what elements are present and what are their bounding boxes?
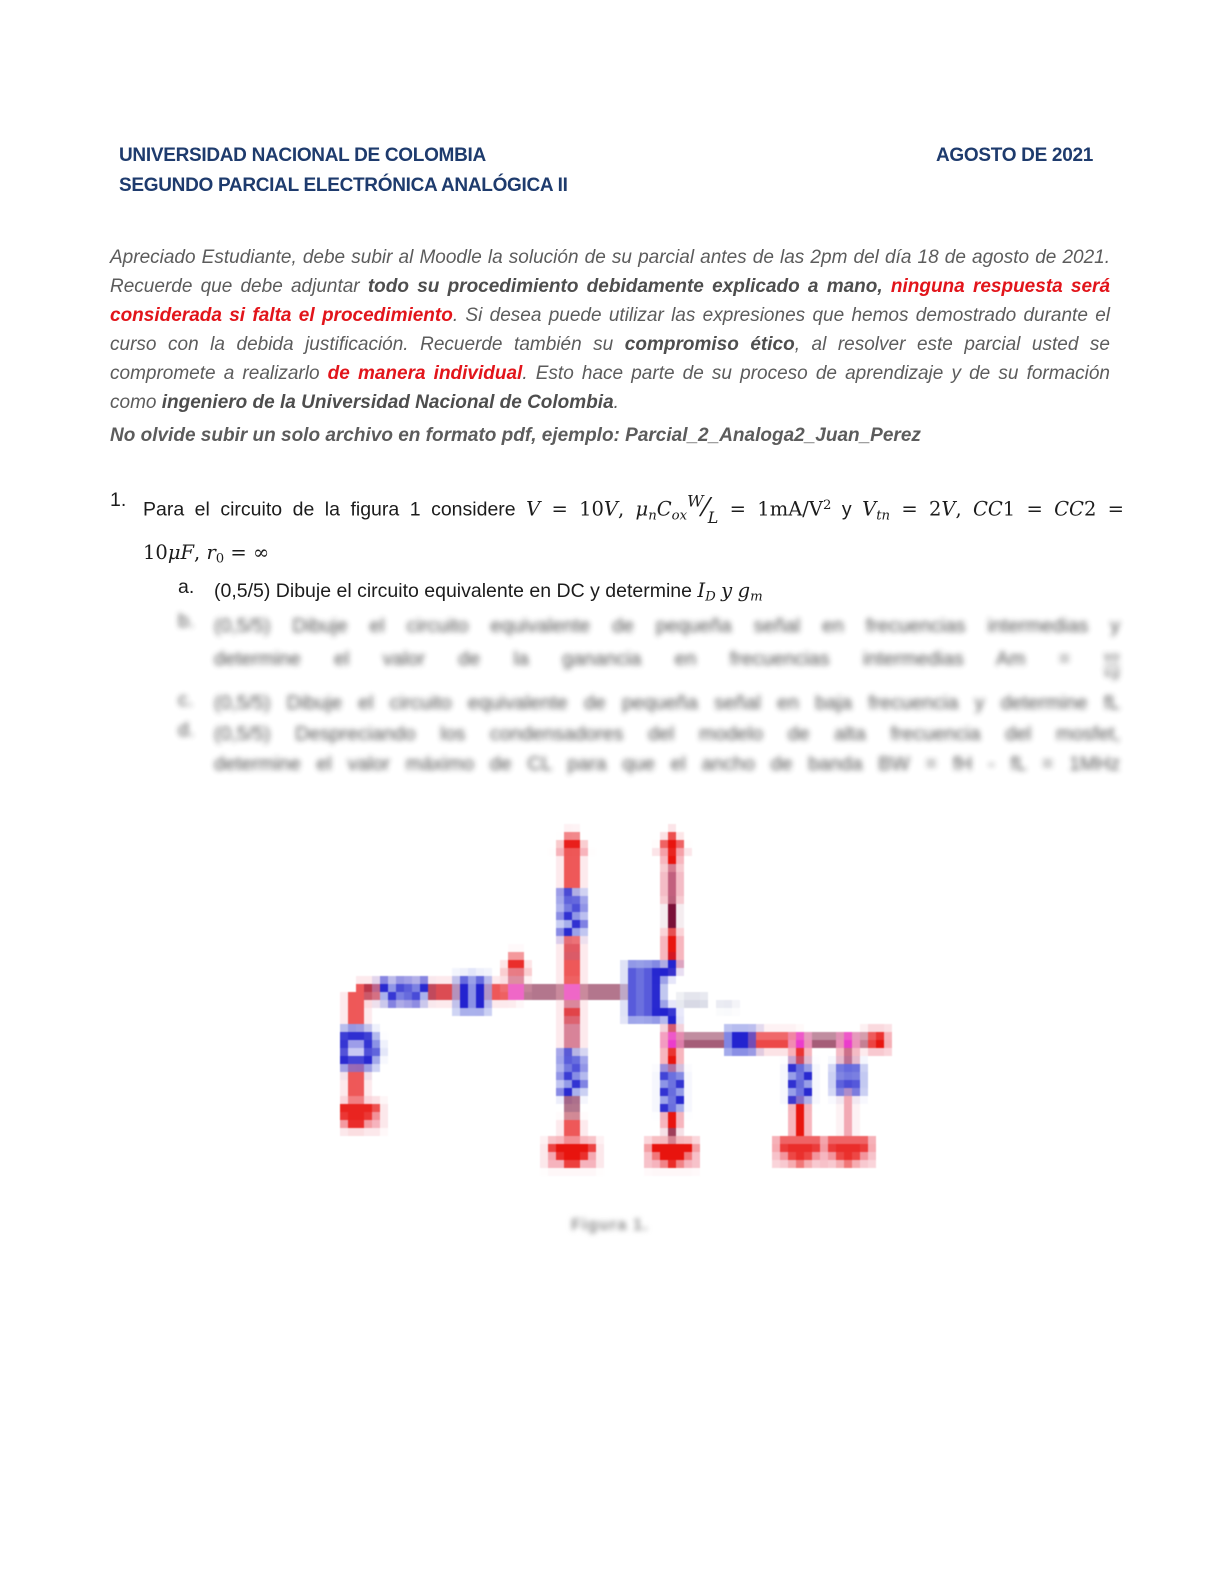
text-segment: V [862, 497, 877, 521]
text-segment: ingeniero de la Universidad Nacional de Colombia [161, 392, 614, 413]
intro-paragraph [110, 243, 1110, 417]
item-b-redacted [110, 610, 1120, 681]
text-segment: ox [671, 508, 688, 524]
text-segment: = ∞ [224, 540, 270, 564]
item-a-marker: a. [178, 576, 195, 598]
text-segment: r [206, 540, 216, 564]
text-segment: 2 [822, 497, 832, 513]
text-segment: μF [167, 540, 195, 564]
item-d-line-1 [110, 719, 1120, 749]
text-segment: vg [1103, 664, 1120, 681]
text-segment: mA/V [769, 497, 823, 521]
item-c-line-1 [110, 689, 1120, 718]
text-segment: CC [972, 497, 1003, 521]
item-a [110, 576, 1120, 612]
item-a-text [110, 576, 1120, 612]
item-b-line-2 [110, 643, 1120, 681]
text-segment: I [697, 579, 706, 602]
upload-note: No olvide subir un solo archivo en formato pdf, ejemplo: Parcial_2_Analoga2_Juan_Perez [110, 425, 921, 446]
text-segment: ⁄ [703, 491, 708, 522]
text-segment: μ [635, 497, 649, 521]
question-line-1 [110, 479, 1124, 540]
text-segment: 10 [143, 540, 168, 564]
text-segment: y [831, 498, 863, 521]
text-segment: , [618, 497, 636, 521]
text-segment: = 10 [540, 497, 604, 521]
item-b-marker: b. [178, 610, 195, 632]
text-segment: V [941, 497, 956, 521]
text-segment: , [194, 540, 207, 564]
text-segment: , al resolver este parcial usted se compromete a realizarlo [110, 334, 1110, 384]
text-segment [687, 491, 719, 527]
text-segment: (0,5/5) Dibuje el circuito equivalente en DC y determine [214, 580, 698, 602]
circuit-figure-canvas [340, 824, 900, 1176]
university-title: UNIVERSIDAD NACIONAL DE COLOMBIA [119, 145, 486, 166]
text-segment: V [526, 497, 541, 521]
text-segment: y [721, 579, 733, 602]
text-segment: V [603, 497, 619, 521]
exam-subtitle: SEGUNDO PARCIAL ELECTRÓNICA ANALÓGICA II [119, 175, 568, 196]
text-segment: ninguna respuesta será considerada si falta el procedimiento [110, 276, 1111, 326]
text-segment: Para el circuito de la figura 1 considere [143, 498, 527, 521]
item-c-redacted [110, 689, 1120, 718]
text-segment: . [613, 392, 619, 413]
item-c-marker: c. [178, 689, 194, 711]
text-segment: tn [876, 508, 891, 524]
text-segment: . Si desea puede utilizar las expresiones que hemos demostrado durante el curso con la debida justificación. Recuerde también su [110, 305, 1110, 355]
header-date: AGOSTO DE 2021 [935, 145, 1093, 166]
text-segment: n [648, 508, 657, 524]
text-segment: (0,5/5) Despreciando los condensadores del modelo de alta frecuencia del mosfet, [214, 723, 1120, 745]
question-1 [110, 479, 1124, 574]
figure-caption: Figura 1. [571, 1216, 649, 1234]
item-d-line-2 [110, 749, 1120, 779]
text-segment: g [737, 579, 751, 602]
text-segment: vo [1103, 648, 1120, 665]
circuit-figure [340, 824, 900, 1176]
text-segment: compromiso ético [624, 334, 795, 355]
text-segment: todo su procedimiento debidamente explicado a mano, [367, 276, 891, 297]
text-segment: Apreciado Estudiante, debe subir al Moodle la solución de su parcial antes de las 2pm del día 18 de agosto de 2021. Recuerde que debe adjuntar [110, 247, 1110, 297]
text-segment: , [955, 497, 973, 521]
text-segment: CC [1054, 497, 1084, 521]
text-segment: = 1 [718, 497, 770, 521]
text-segment: W [687, 491, 704, 510]
text-segment: 0 [215, 551, 225, 567]
document-header [119, 141, 1093, 201]
header-titles [119, 141, 568, 201]
text-segment: L [707, 507, 719, 527]
text-segment [1104, 650, 1120, 681]
text-segment: (0,5/5) Dibuje el circuito equivalente de pequeña señal en frecuencias intermedias y [214, 615, 1120, 637]
text-segment: = 2 [890, 497, 942, 521]
item-d-marker: d. [178, 719, 195, 741]
question-line-2 [110, 538, 1124, 575]
question-number: 1. [110, 489, 127, 511]
item-d-redacted [110, 719, 1120, 779]
text-segment: D [705, 589, 716, 605]
text-segment: . Esto hace parte de su proceso de aprendizaje y de su formación como [110, 363, 1110, 413]
text-segment: C [656, 497, 672, 521]
text-segment: de manera individual [327, 363, 523, 384]
text-segment: 2 = [1083, 497, 1124, 521]
text-segment: 1 = [1002, 497, 1055, 521]
text-segment: m [750, 589, 763, 605]
item-b-line-1 [110, 610, 1120, 643]
text-segment: (0,5/5) Dibuje el circuito equivalente de pequeña señal en baja frecuencia y determine fL [214, 692, 1120, 714]
text-segment: determine el valor de la ganancia en frecuencias intermedias Am = [214, 648, 1071, 670]
text-segment [1070, 648, 1103, 670]
text-segment: determine el valor máximo de CL para que el ancho de banda BW = fH - fL = 1MHz [214, 753, 1120, 775]
